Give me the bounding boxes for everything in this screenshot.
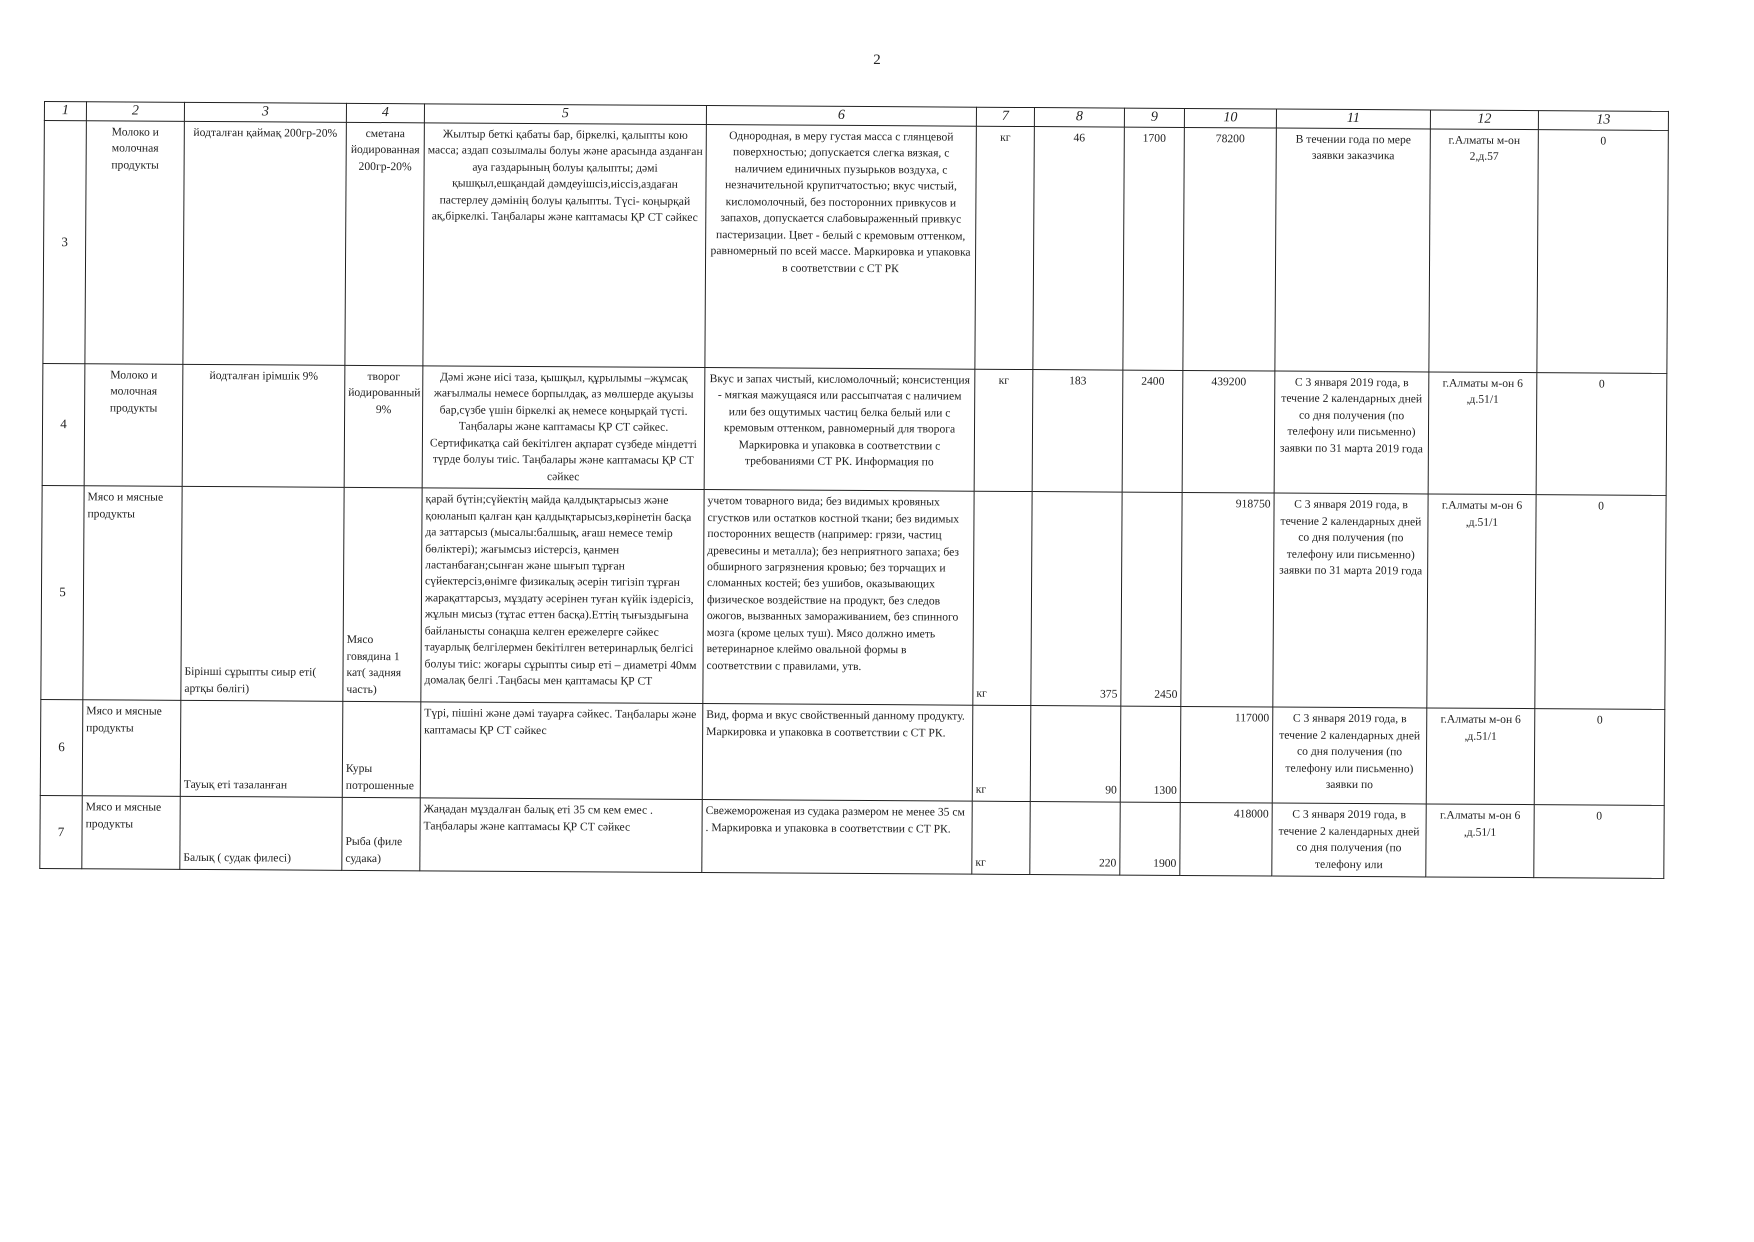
category-cell: Мясо и мясные продукты (82, 796, 180, 869)
procurement-table (39, 101, 1669, 879)
column-header: 12 (1430, 110, 1538, 130)
table-row (41, 486, 1666, 710)
column-header: 3 (184, 102, 346, 122)
name-ru-cell: творог йодированный 9% (344, 365, 423, 488)
column-header: 6 (706, 106, 976, 127)
quantity-cell: 46 (1033, 127, 1124, 371)
column-header: 9 (1124, 108, 1184, 127)
row-number: 3 (43, 121, 86, 364)
price-cell: 1900 (1120, 802, 1180, 875)
name-kz-cell: йодталған қаймақ 200гр-20% (183, 121, 346, 365)
table-row (42, 363, 1667, 495)
delivery-place-cell: г.Алматы м-он 6 ,д.51/1 (1427, 494, 1536, 709)
description-ru-cell: Однородная, в меру густая масса с глянцевой поверхностью; допускается слегка вязкая, с наличием единичных пузырьков воздуха, с незначительной крупитчатостью; вкус чистый, кисломолочный, без посторонних привкусов и запахов, допускается слабовыраженный привкус пастеризации. Цвет - белый с кремовым оттенком, равномерный по всей массе. Маркировка и упаковка в соответствии с СТ РК (705, 125, 976, 370)
table-row (40, 796, 1664, 879)
description-ru-cell: учетом товарного вида; без видимых кровяных сгустков или остатков костной ткани; без видимых посторонних веществ (например: грязи, частиц древесины и металла); без неприятного запаха; без обширного загрязнения кровью; без торчащих и сломанных костей; без ушибов, оказывающих физическое воздействие на продукт, без следов ожогов, вызванных замораживанием, без спинного мозга (кроме целых туш). Мясо должно иметь ветеринарное клеймо овальной формы в соответствии с правилами, утв. (703, 490, 974, 706)
description-kz-cell: Жаңадан мұздалған балық еті 35 см кем емес . Таңбалары және каптамасы ҚР СТ сәйкес (420, 798, 702, 873)
delivery-place-cell: г.Алматы м-он 6 ,д.51/1 (1428, 372, 1537, 495)
column-header: 8 (1034, 108, 1124, 128)
category-cell: Молоко и молочная продукты (85, 121, 184, 365)
sum-cell: 918750 (1181, 493, 1274, 708)
advance-cell: 0 (1535, 495, 1666, 710)
delivery-term-cell: С 3 января 2019 года, в течение 2 календарных дней со дня получения (по телефону или письменно) заявки по (1272, 707, 1427, 804)
column-header: 13 (1538, 111, 1668, 131)
price-cell: 2400 (1122, 370, 1183, 493)
row-number: 6 (40, 700, 83, 796)
column-header: 4 (346, 103, 424, 122)
description-ru-cell: Вкус и запах чистый, кисломолочный; консистенция - мягкая мажущаяся или рассыпчатая с наличием или без ощутимых частиц белка белый или с кремовым оттенком, равномерный для творога Маркировка и упаковка в соответствии с требованиями СТ РК. Информация по (704, 368, 975, 492)
delivery-term-cell: С 3 января 2019 года, в течение 2 календарных дней со дня получения (по телефону или (1272, 803, 1426, 877)
description-ru-cell: Вид, форма и вкус свойственный данному продукту. Маркировка и упаковка в соответствии с СТ РК. (702, 704, 973, 802)
unit-cell: кг (975, 126, 1034, 369)
price-cell: 1700 (1123, 127, 1184, 370)
advance-cell: 0 (1534, 709, 1665, 806)
delivery-place-cell: г.Алматы м-он 6 ,д.51/1 (1426, 804, 1534, 877)
category-cell: Мясо и мясные продукты (82, 700, 181, 797)
description-kz-cell: қарай бүтін;сүйектің майда қалдықтарысыз және қоюланып қалған қан қалдықтарысыз,көрінетін басқа да заттарсыз (мысалы:балшық, ағаш немесе темір бөліктері); жағымсыз иістерсіз, қанмен ластанбаған;сынған және шығып тұрған сүйектерсіз,өнімге физикалық әсерін тигізіп тұрған жарақаттарсыз, мұздату әсерінен туған күйік іздерісіз, жұлын мисыз (тұтас еттен басқа).Еттің тығыздығына байланысты сонақша келген ережелерге сәйкес тауарлық белгілермен бекітілген ветеринарлық белгісі болуы тиіс: жоғары сұрыпты сиыр еті – диаметрі 40мм домалақ белгі .Таңбасы мен қаптамасы ҚР СТ (421, 488, 704, 704)
advance-cell: 0 (1537, 130, 1668, 374)
unit-cell: кг (974, 369, 1033, 492)
delivery-place-cell: г.Алматы м-он 6 ,д.51/1 (1426, 708, 1535, 805)
name-kz-cell: Балық ( судак филесі) (180, 797, 342, 871)
column-header: 5 (424, 104, 706, 125)
row-number: 5 (41, 486, 84, 700)
name-ru-cell: Куры потрошенные (342, 702, 421, 798)
sum-cell: 418000 (1180, 803, 1272, 876)
unit-cell: кг (973, 491, 1032, 705)
column-header: 10 (1184, 108, 1276, 128)
quantity-cell: 183 (1032, 370, 1123, 493)
delivery-term-cell: С 3 января 2019 года, в течение 2 календарных дней со дня получения (по телефону или письменно) заявки по 31 марта 2019 года (1273, 493, 1428, 708)
quantity-cell: 220 (1030, 802, 1120, 875)
table-row (43, 121, 1668, 374)
name-kz-cell: Бірінші сұрыпты сиыр еті( артқы бөлігі) (181, 487, 344, 702)
description-kz-cell: Дәмі және иісі таза, қышқыл, құрылымы –жұмсақ жағылмалы немесе борпылдақ, аз мөлшерде ақуызы бар,сүзбе үшін біркелкі ақ немесе коңырқай түсті. Таңбалары және каптамасы ҚР СТ сәйкес. Сертификатқа сай бекітілген ақпарат сүзбеде міндетті түрде болуы тиіс. Таңбалары және каптамасы ҚР СТ сәйкес (422, 366, 705, 490)
column-header: 7 (976, 107, 1034, 126)
price-cell: 1300 (1120, 706, 1181, 802)
price-cell: 2450 (1121, 492, 1182, 706)
unit-cell: кг (972, 801, 1030, 874)
sum-cell: 78200 (1183, 127, 1276, 371)
table-row (40, 700, 1665, 806)
delivery-term-cell: В течении года по мере заявки заказчика (1275, 128, 1430, 372)
quantity-cell: 375 (1031, 492, 1122, 707)
name-kz-cell: Тауық еті тазаланған (180, 701, 343, 798)
column-header: 2 (86, 102, 184, 122)
description-kz-cell: Түрі, пішіні және дәмі тауарға сәйкес. Таңбалары және каптамасы ҚР СТ сәйкес (420, 702, 703, 800)
unit-cell: кг (972, 705, 1031, 801)
category-cell: Молоко и молочная продукты (84, 364, 183, 487)
column-header: 11 (1276, 109, 1430, 129)
advance-cell: 0 (1536, 373, 1667, 496)
name-ru-cell: Мясо говядина 1 кат( задняя часть) (343, 488, 422, 702)
row-number: 7 (40, 796, 82, 869)
sum-cell: 439200 (1182, 370, 1275, 493)
description-ru-cell: Свежемороженая из судака размером не менее 35 см . Маркировка и упаковка в соответствии с СТ РК. (702, 800, 972, 874)
delivery-term-cell: С 3 января 2019 года, в течение 2 календарных дней со дня получения (по телефону или письменно) заявки по 31 марта 2019 года (1274, 371, 1429, 494)
category-cell: Мясо и мясные продукты (83, 486, 182, 701)
quantity-cell: 90 (1030, 706, 1121, 803)
name-ru-cell: Рыба (филе судака) (342, 798, 420, 871)
delivery-place-cell: г.Алматы м-он 2,д.57 (1429, 129, 1538, 373)
name-kz-cell: йодталған ірімшік 9% (182, 364, 345, 487)
name-ru-cell: сметана йодированная 200гр-20% (345, 122, 424, 365)
column-header: 1 (44, 102, 86, 121)
advance-cell: 0 (1534, 805, 1664, 879)
sum-cell: 117000 (1180, 707, 1273, 804)
page-number: 2 (873, 52, 881, 68)
description-kz-cell: Жылтыр беткі қабаты бар, біркелкі, қалыпты кою масса; аздап созылмалы болуы және арасында азданған ауа газдарының болуы қалыпты; дәмі қышқыл,ешқандай дәмдеуішсіз,иіссіз,аздаған пастерлеу дәмінің болуы қалыпты. Түсі- коңырқай ақ,біркелкі. Таңбалары және каптамасы ҚР СТ сәйкес (423, 123, 706, 368)
row-number: 4 (42, 363, 85, 485)
